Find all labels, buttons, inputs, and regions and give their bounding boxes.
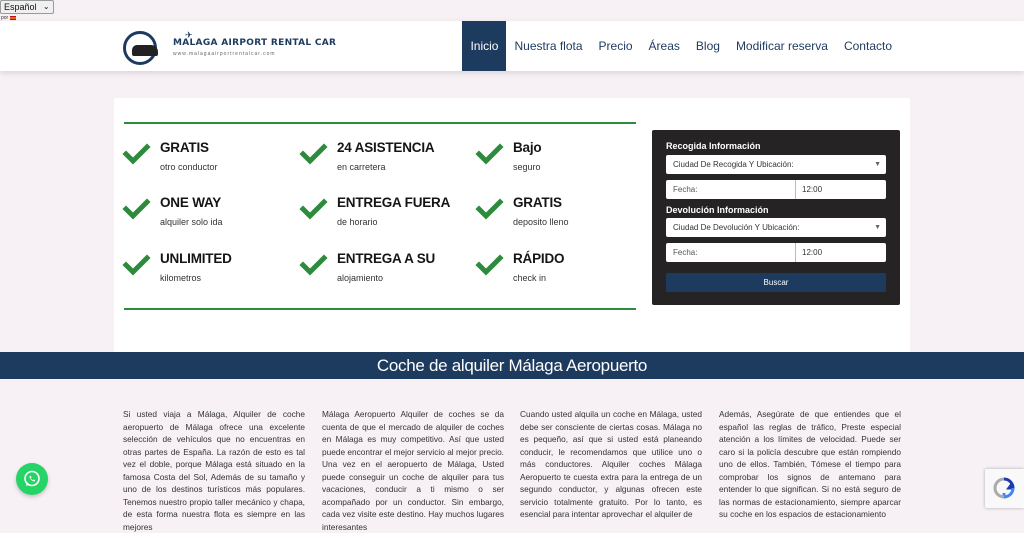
nav-item-blog[interactable]: Blog <box>695 39 720 53</box>
divider-bottom <box>124 308 636 310</box>
feature-subtitle: alojamiento <box>337 273 384 283</box>
pickup-location-value: Ciudad De Recogida Y Ubicación: <box>673 160 794 169</box>
nav-item-areas[interactable]: Áreas <box>648 39 680 53</box>
article-paragraph: Málaga Aeropuerto Alquiler de coches se da cuenta de que el mercado de alquiler de coches en Málaga es muy competitivo. Así que usted puede encontrar el mejor servicio al mejor precio. Una vez en el aeropuerto de Málaga, Usted puede conseguir un coche de alquiler para tus vacaciones, conducir a ti mismo o ser acompañado por un conductor. Sin embargo, cada vez visite este destino. Hay muchos lugares interesantes <box>322 409 504 532</box>
main-nav <box>462 21 900 71</box>
nav-item-inicio[interactable]: Inicio <box>462 21 506 71</box>
feature-title: GRATIS <box>513 195 562 210</box>
feature-subtitle: check in <box>513 273 547 283</box>
check-icon <box>301 199 326 219</box>
check-icon <box>124 199 149 219</box>
language-selected: Español <box>4 2 37 12</box>
brand-url: www.malagaairportrentalcar.com <box>173 51 276 57</box>
booking-form <box>652 130 900 305</box>
feature-item <box>301 195 471 235</box>
check-icon <box>124 144 149 164</box>
return-date-field[interactable]: Fecha: <box>666 243 796 262</box>
check-icon <box>301 255 326 275</box>
site-logo[interactable] <box>123 30 337 64</box>
feature-subtitle: deposito lleno <box>513 217 569 227</box>
caret-down-icon: ▼ <box>874 224 881 231</box>
pickup-time-field[interactable]: 12:00 <box>796 180 886 199</box>
feature-subtitle: en carretera <box>337 162 386 172</box>
site-header <box>0 21 1024 71</box>
nav-item-precio[interactable]: Precio <box>598 39 633 53</box>
check-icon <box>477 199 502 219</box>
feature-subtitle: kilometros <box>160 273 202 283</box>
language-option[interactable] <box>1 15 16 21</box>
language-select[interactable] <box>0 0 54 14</box>
brand-name: MALAGA AIRPORT RENTAL CAR <box>173 38 337 48</box>
feature-subtitle: de horario <box>337 217 378 227</box>
nav-item-modificar-reserva[interactable]: Modificar reserva <box>735 39 828 53</box>
article-paragraph: Si usted viaja a Málaga, Alquiler de coche aeropuerto de Málaga ofrece una excelente selección de vehículos que no encuentras en otras partes de España. La razón de esto es tal vez el doble, porque Málaga está situado en la famosa Costa del Sol, Además de su tamaño y uno de los destinos turísticos más populares. Tenemos nuestro propio taller mecánico y chapa, de esta forma nuestra flota es siempre en las mejores <box>123 409 305 532</box>
pickup-location-select[interactable] <box>666 155 886 174</box>
feature-item <box>477 251 647 291</box>
article-columns <box>123 408 905 532</box>
car-logo-icon <box>123 31 157 65</box>
whatsapp-button[interactable] <box>16 463 48 495</box>
recaptcha-badge[interactable] <box>985 469 1024 508</box>
feature-title: ONE WAY <box>160 195 222 210</box>
feature-item <box>124 140 294 180</box>
feature-title: GRATIS <box>160 140 209 155</box>
section-banner <box>0 352 1024 379</box>
nav-item-nuestra-flota[interactable]: Nuestra flota <box>514 39 583 53</box>
return-location-select[interactable] <box>666 218 886 237</box>
plane-icon: ✈ <box>185 30 193 40</box>
check-icon <box>124 255 149 275</box>
section-title: Coche de alquiler Málaga Aeropuerto <box>376 356 648 375</box>
return-label: Devolución Información <box>666 205 769 215</box>
check-icon <box>301 144 326 164</box>
feature-title: 24 ASISTENCIA <box>337 140 435 155</box>
divider-top <box>124 122 636 124</box>
feature-title: ENTREGA FUERA <box>337 195 451 210</box>
caret-down-icon: ▼ <box>874 161 881 168</box>
feature-item <box>124 195 294 235</box>
feature-title: RÁPIDO <box>513 251 565 266</box>
check-icon <box>477 255 502 275</box>
return-time-field[interactable]: 12:00 <box>796 243 886 262</box>
pickup-label: Recogida Información <box>666 141 761 151</box>
article-paragraph: Cuando usted alquila un coche en Málaga, usted debe ser consciente de ciertas cosas. Málaga no es pequeño, así que si usted está planeando conducir, le recomendamos que utilice uno o más conductores. Alquiler coches Málaga Aeropuerto te cuesta extra para la entrega de un segundo conductor, y algunas ofrecen este servicio totalmente gratuito. Por lo tanto, es esencial para intentar aprovechar el alquiler de <box>520 409 702 519</box>
nav-item-contacto[interactable]: Contacto <box>843 39 892 53</box>
chevron-down-icon: ⌄ <box>42 2 50 11</box>
feature-item <box>301 251 471 291</box>
article-paragraph: Además, Asegúrate de que entiendes que el español las reglas de tráfico, Preste especial atención a los límites de velocidad. Puede ser caro si la policía descubre que están rompiendo uno de ellos. También, Tómese el tiempo para comprobar los signos de antemano para entender lo que significan. Si no está seguro de las normas de estacionamiento, siempre aparcar su coche en los espacios de estacionamiento <box>719 409 901 519</box>
check-icon <box>477 144 502 164</box>
whatsapp-icon <box>23 470 41 488</box>
feature-subtitle: seguro <box>513 162 541 172</box>
feature-item <box>124 251 294 291</box>
feature-item <box>477 195 647 235</box>
recaptcha-icon <box>992 476 1016 500</box>
feature-item <box>477 140 647 180</box>
spain-flag-icon <box>10 16 16 20</box>
feature-item <box>301 140 471 180</box>
language-option-text: por <box>1 15 9 21</box>
pickup-date-field[interactable]: Fecha: <box>666 180 796 199</box>
feature-title: Bajo <box>513 140 542 155</box>
feature-title: ENTREGA A SU <box>337 251 436 266</box>
feature-title: UNLIMITED <box>160 251 232 266</box>
search-button[interactable]: Buscar <box>666 273 886 292</box>
feature-subtitle: alquiler solo ida <box>160 217 223 227</box>
feature-subtitle: otro conductor <box>160 162 218 172</box>
return-location-value: Ciudad De Devolución Y Ubicación: <box>673 223 800 232</box>
